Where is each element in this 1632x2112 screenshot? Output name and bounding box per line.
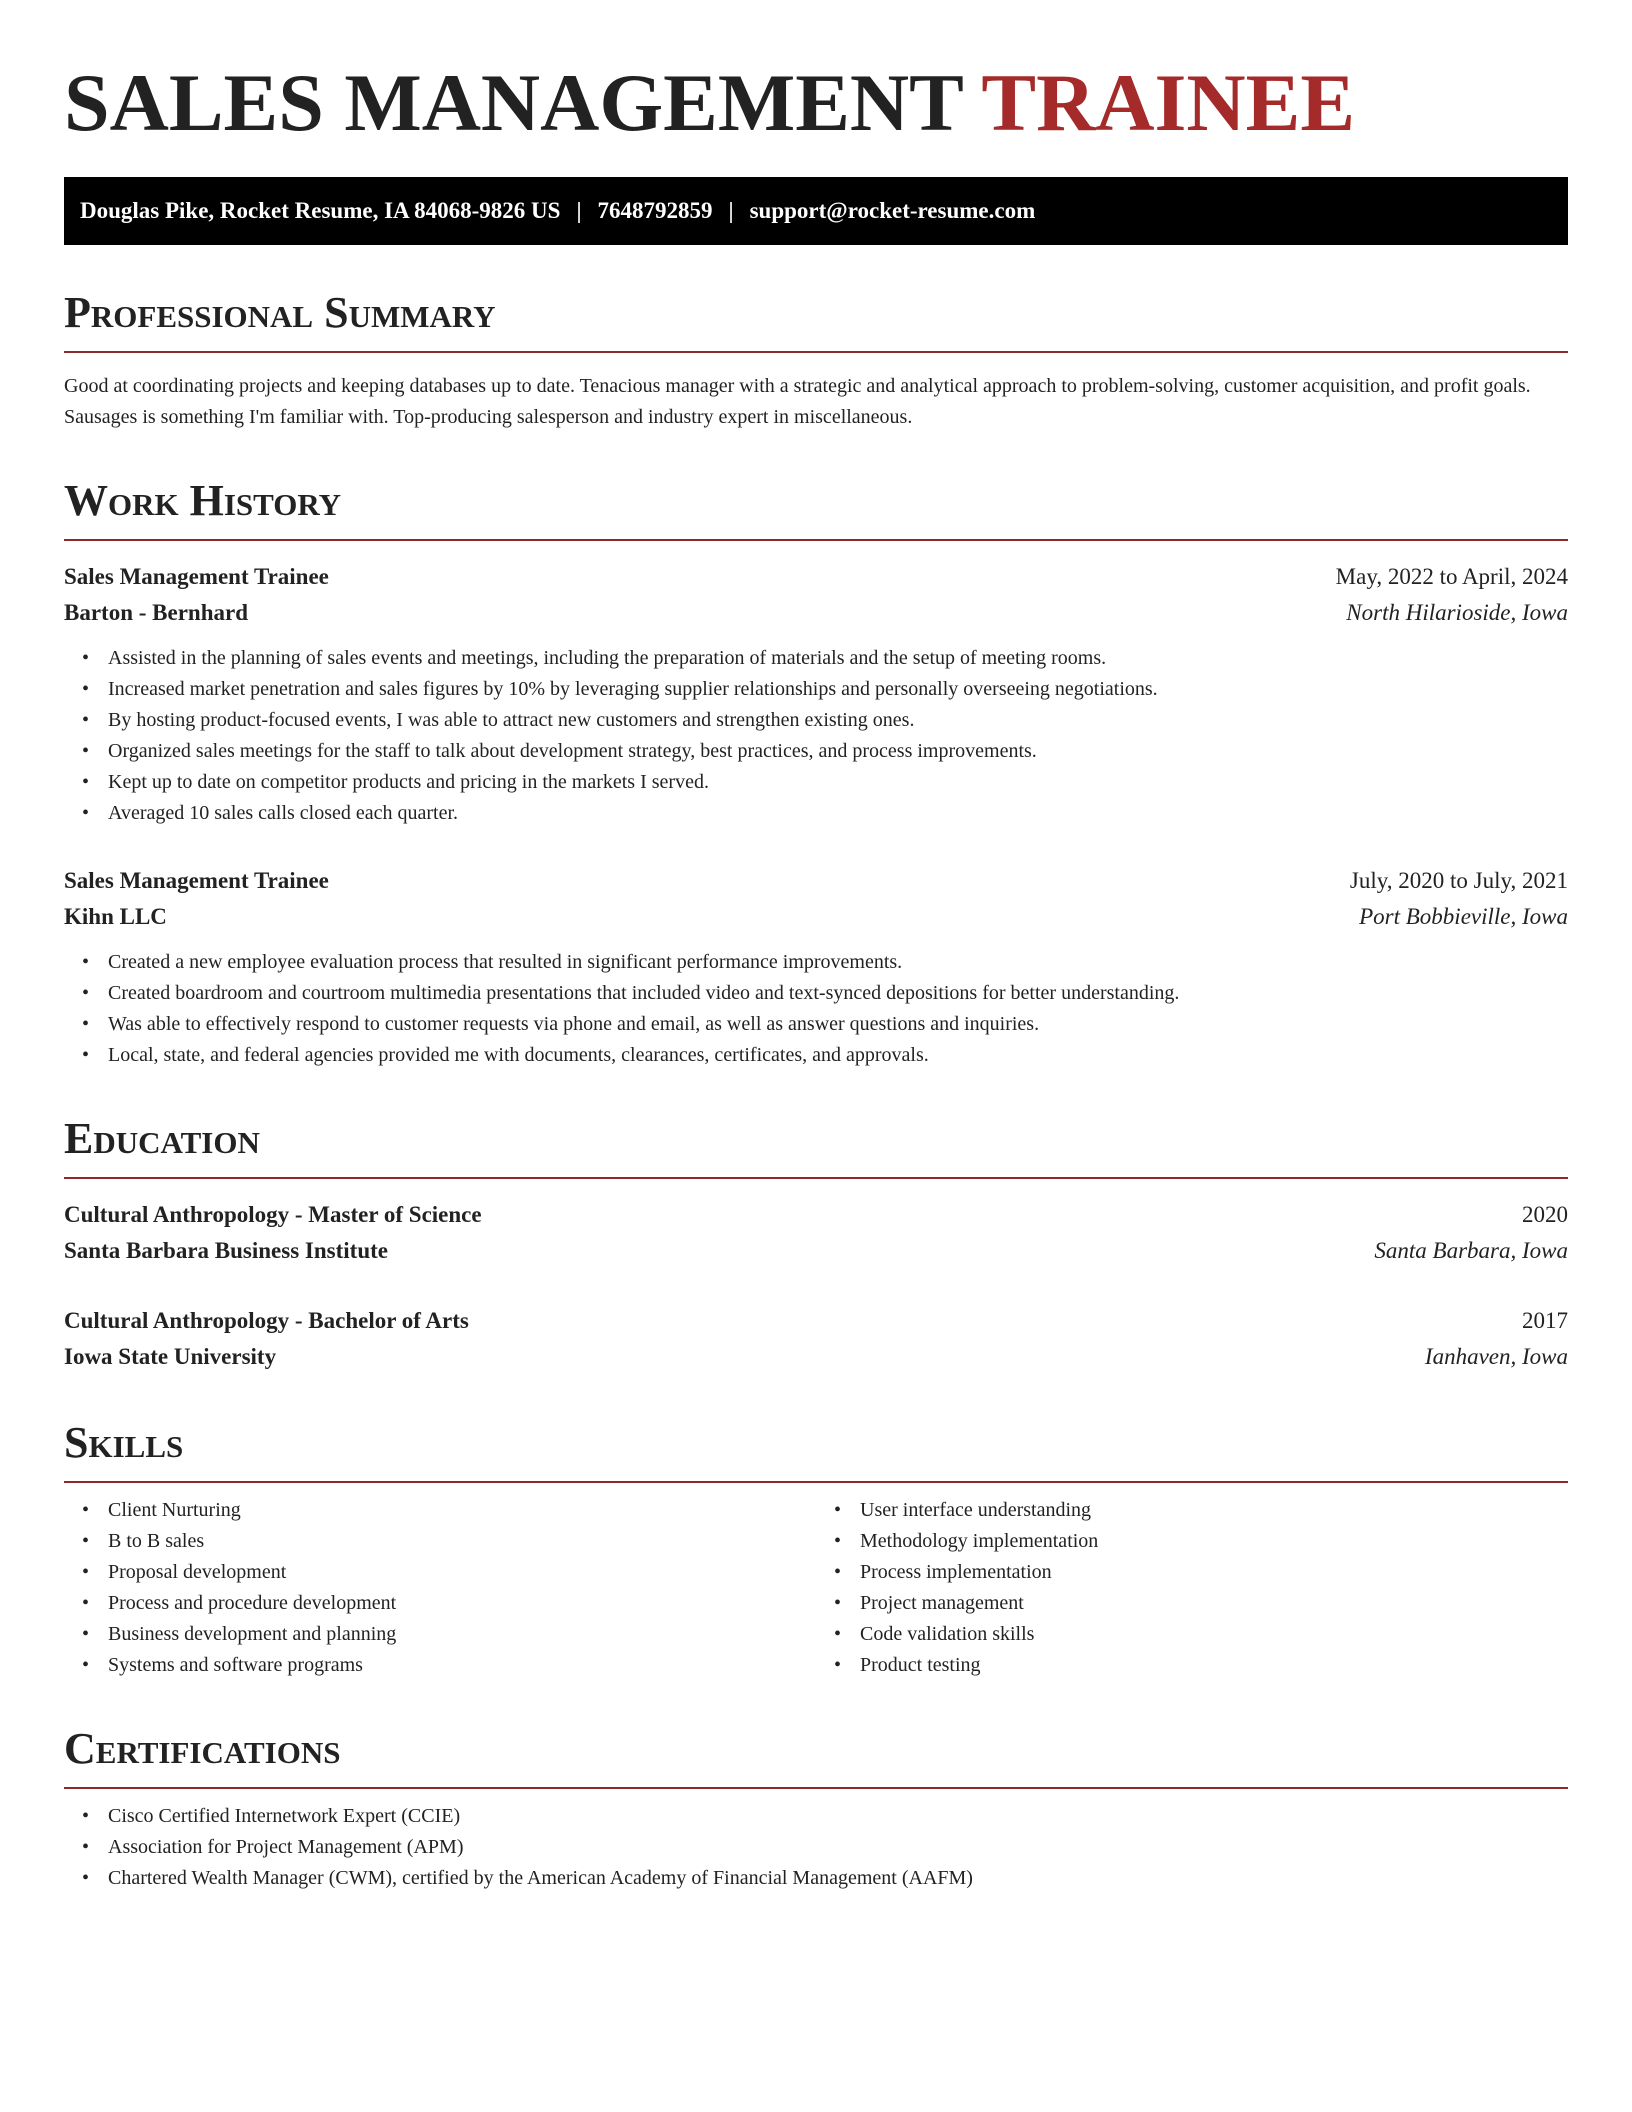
education-location: Ianhaven, Iowa (1424, 1344, 1568, 1369)
education-location: Santa Barbara, Iowa (1374, 1238, 1568, 1263)
list-item: • Association for Project Management (APM) (108, 1832, 1568, 1863)
title-accent: TRAINEE (981, 57, 1356, 148)
summary-section (64, 289, 1568, 433)
list-item: • Systems and software programs (108, 1650, 816, 1681)
page-title (64, 55, 1568, 150)
list-item: • By hosting product-focused events, I was able to attract new customers and strengthen existing ones. (108, 705, 1568, 736)
education-degree: Cultural Anthropology - Master of Science (64, 1202, 482, 1227)
education-heading: Education (64, 1115, 1568, 1179)
list-item: • Averaged 10 sales calls closed each quarter. (108, 798, 1568, 829)
list-item: • User interface understanding (860, 1495, 1568, 1526)
skills-grid (64, 1495, 1568, 1681)
job-company-row (64, 595, 1568, 631)
list-item: • Created a new employee evaluation process that resulted in significant performance improvements. (108, 947, 1568, 978)
education-section (64, 1115, 1568, 1375)
job-entry (64, 863, 1568, 1071)
education-degree-row (64, 1303, 1568, 1339)
list-item: • Product testing (860, 1650, 1568, 1681)
job-dates: May, 2022 to April, 2024 (1335, 564, 1568, 589)
list-item: • Kept up to date on competitor products and pricing in the markets I served. (108, 767, 1568, 798)
list-item: • Client Nurturing (108, 1495, 816, 1526)
job-title: Sales Management Trainee (64, 564, 329, 589)
list-item: • Organized sales meetings for the staff to talk about development strategy, best practices, and process improvements. (108, 736, 1568, 767)
education-year: 2020 (1522, 1202, 1568, 1227)
work-history-heading: Work History (64, 477, 1568, 541)
list-item: • Methodology implementation (860, 1526, 1568, 1557)
list-item: • Proposal development (108, 1557, 816, 1588)
contact-email[interactable]: support@rocket-resume.com (749, 198, 1036, 223)
job-bullets (64, 947, 1568, 1071)
job-location: Port Bobbieville, Iowa (1359, 904, 1568, 929)
job-entry (64, 559, 1568, 829)
job-location: North Hilarioside, Iowa (1346, 600, 1568, 625)
education-school: Iowa State University (64, 1344, 277, 1369)
certifications-heading: Certifications (64, 1725, 1568, 1789)
list-item: • Project management (860, 1588, 1568, 1619)
list-item: • Business development and planning (108, 1619, 816, 1650)
education-degree-row (64, 1197, 1568, 1233)
education-entry (64, 1197, 1568, 1269)
list-item: • Was able to effectively respond to customer requests via phone and email, as well as answer questions and inquiries. (108, 1009, 1568, 1040)
contact-separator: | (576, 198, 582, 223)
job-bullets (64, 643, 1568, 829)
list-item: • Code validation skills (860, 1619, 1568, 1650)
skills-heading: Skills (64, 1419, 1568, 1483)
education-entry (64, 1303, 1568, 1375)
list-item: • Cisco Certified Internetwork Expert (CCIE) (108, 1801, 1568, 1832)
certifications-list (64, 1801, 1568, 1894)
list-item: • B to B sales (108, 1526, 816, 1557)
job-company-row (64, 899, 1568, 935)
list-item: • Assisted in the planning of sales events and meetings, including the preparation of materials and the setup of meeting rooms. (108, 643, 1568, 674)
education-year: 2017 (1522, 1308, 1568, 1333)
education-school-row (64, 1233, 1568, 1269)
job-title: Sales Management Trainee (64, 868, 329, 893)
job-title-row (64, 863, 1568, 899)
list-item: • Created boardroom and courtroom multimedia presentations that included video and text-synced depositions for better understanding. (108, 978, 1568, 1009)
education-degree: Cultural Anthropology - Bachelor of Arts (64, 1308, 469, 1333)
education-school: Santa Barbara Business Institute (64, 1238, 388, 1263)
summary-text: Good at coordinating projects and keeping databases up to date. Tenacious manager with a strategic and analytical approach to problem-solving, customer acquisition, and profit goals. Sausages is something I'm familiar with. Top-producing salesperson and industry expert in miscellaneous. (64, 375, 1531, 428)
list-item: • Process and procedure development (108, 1588, 816, 1619)
list-item: • Process implementation (860, 1557, 1568, 1588)
contact-phone[interactable]: 7648792859 (597, 198, 713, 223)
contact-separator: | (728, 198, 734, 223)
job-company: Barton - Bernhard (64, 600, 248, 625)
work-history-section (64, 477, 1568, 1071)
list-item: • Chartered Wealth Manager (CWM), certified by the American Academy of Financial Management (AAFM) (108, 1863, 1568, 1894)
contact-address: Douglas Pike, Rocket Resume, IA 84068-9826 US (80, 198, 561, 223)
job-dates: July, 2020 to July, 2021 (1349, 868, 1568, 893)
skills-list-left (64, 1495, 816, 1681)
contact-bar (64, 177, 1568, 245)
education-school-row (64, 1339, 1568, 1375)
job-title-row (64, 559, 1568, 595)
list-item: • Local, state, and federal agencies provided me with documents, clearances, certificates, and approvals. (108, 1040, 1568, 1071)
skills-list-right (816, 1495, 1568, 1681)
certifications-section (64, 1725, 1568, 1894)
job-company: Kihn LLC (64, 904, 167, 929)
list-item: • Increased market penetration and sales figures by 10% by leveraging supplier relationships and personally overseeing negotiations. (108, 674, 1568, 705)
title-main: SALES MANAGEMENT (64, 57, 963, 148)
summary-heading: Professional Summary (64, 289, 1568, 353)
skills-section (64, 1419, 1568, 1681)
